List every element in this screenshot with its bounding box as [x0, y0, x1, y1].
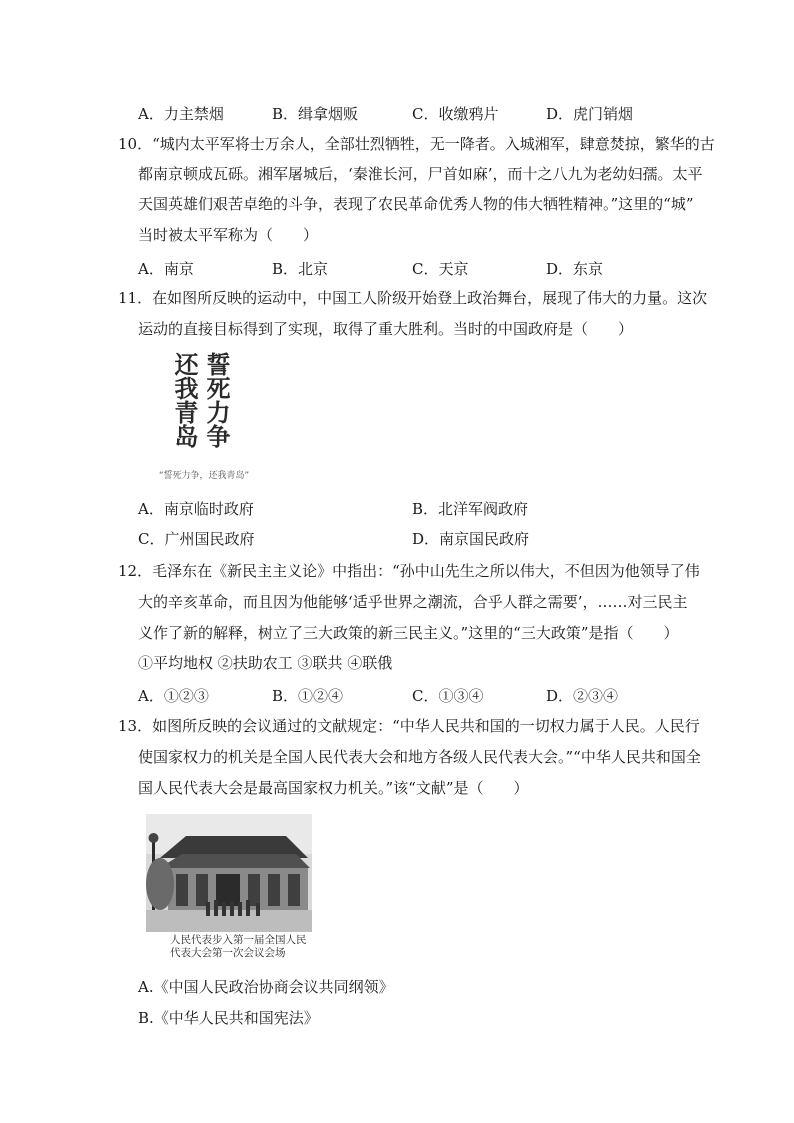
q13-image-caption-line-1: 人民代表步入第一届全国人民 — [170, 934, 307, 946]
q12-option-a[interactable]: A．①②③ — [138, 687, 209, 705]
q10-option-c[interactable]: C．天京 — [412, 260, 469, 278]
q13-line-1: 13．如图所反映的会议通过的文献规定：“中华人民共和国的一切权力属于人民。人民行 — [118, 717, 700, 735]
q13-image-caption-line-2: 代表大会第一次会议会场 — [170, 947, 286, 959]
q13-line-3: 国人民代表大会是最高国家权力机关。”该“文献”是（ ） — [138, 779, 529, 797]
q10-option-b[interactable]: B．北京 — [272, 260, 329, 278]
q11-options-row-1 — [138, 498, 758, 518]
q9-options — [138, 103, 758, 123]
q12-options — [138, 685, 758, 705]
q11-slogan-image — [146, 350, 262, 482]
q10-options — [138, 258, 758, 278]
q10-line-2: 都南京顿成瓦砾。湘军屠城后，‘秦淮长河，尸首如麻’，而十之八九为老幼妇孺。太平 — [138, 165, 703, 183]
q12-option-d[interactable]: D．②③④ — [546, 687, 619, 705]
q12-line-1: 12．毛泽东在《新民主主义论》中指出：“孙中山先生之所以伟大，不但因为他领导了伟 — [118, 562, 700, 580]
q12-line-2: 大的辛亥革命，而且因为他能够‘适乎世界之潮流，合乎人群之需要’，……对三民主 — [138, 593, 688, 611]
q11-slogan-column-1: 誓死力争 — [202, 352, 231, 448]
q10-option-d[interactable]: D．东京 — [546, 260, 604, 278]
q12-statements: ①平均地权 ②扶助农工 ③联共 ④联俄 — [138, 654, 393, 672]
q9-option-c[interactable]: C．收缴鸦片 — [412, 105, 499, 123]
q11-slogan-column-2: 还我青岛 — [170, 352, 199, 448]
q12-option-c[interactable]: C．①③④ — [412, 687, 484, 705]
q13-option-a[interactable]: A.《中国人民政治协商会议共同纲领》 — [138, 978, 394, 996]
q11-option-c[interactable]: C．广州国民政府 — [138, 530, 255, 548]
congress-hall-photo — [146, 814, 312, 932]
q9-option-d[interactable]: D．虎门销烟 — [546, 105, 634, 123]
q13-option-b[interactable]: B.《中华人民共和国宪法》 — [138, 1009, 319, 1027]
q13-congress-photo — [146, 814, 314, 960]
q10-line-1: 10．“城内太平军将士万余人，全部壮烈牺牲，无一降者。入城湘军，肆意焚掠，繁华的古 — [118, 135, 715, 153]
q10-line-3: 天国英雄们艰苦卓绝的斗争，表现了农民革命优秀人物的伟大牺牲精神。”这里的“城” — [138, 195, 694, 213]
q11-line-2: 运动的直接目标得到了实现，取得了重大胜利。当时的中国政府是（ ） — [138, 320, 634, 338]
q10-option-a[interactable]: A．南京 — [138, 260, 194, 278]
q12-option-b[interactable]: B．①②④ — [272, 687, 344, 705]
q13-line-2: 使国家权力的机关是全国人民代表大会和地方各级人民代表大会。”“中华人民共和国全 — [138, 748, 701, 766]
q11-options-row-2 — [138, 528, 758, 548]
q11-line-1: 11．在如图所反映的运动中，中国工人阶级开始登上政治舞台，展现了伟大的力量。这次 — [118, 289, 708, 307]
q11-option-b[interactable]: B．北洋军阀政府 — [412, 500, 529, 518]
q12-line-3: 义作了新的解释，树立了三大政策的新三民主义。”这里的“三大政策”是指（ ） — [138, 624, 679, 642]
q11-option-d[interactable]: D．南京国民政府 — [412, 530, 530, 548]
q11-option-a[interactable]: A．南京临时政府 — [138, 500, 254, 518]
q9-option-a[interactable]: A．力主禁烟 — [138, 105, 224, 123]
q11-image-caption: “誓死力争，还我青岛” — [158, 471, 250, 481]
q9-option-b[interactable]: B．缉拿烟贩 — [272, 105, 359, 123]
q10-line-4: 当时被太平军称为（ ） — [138, 226, 319, 244]
